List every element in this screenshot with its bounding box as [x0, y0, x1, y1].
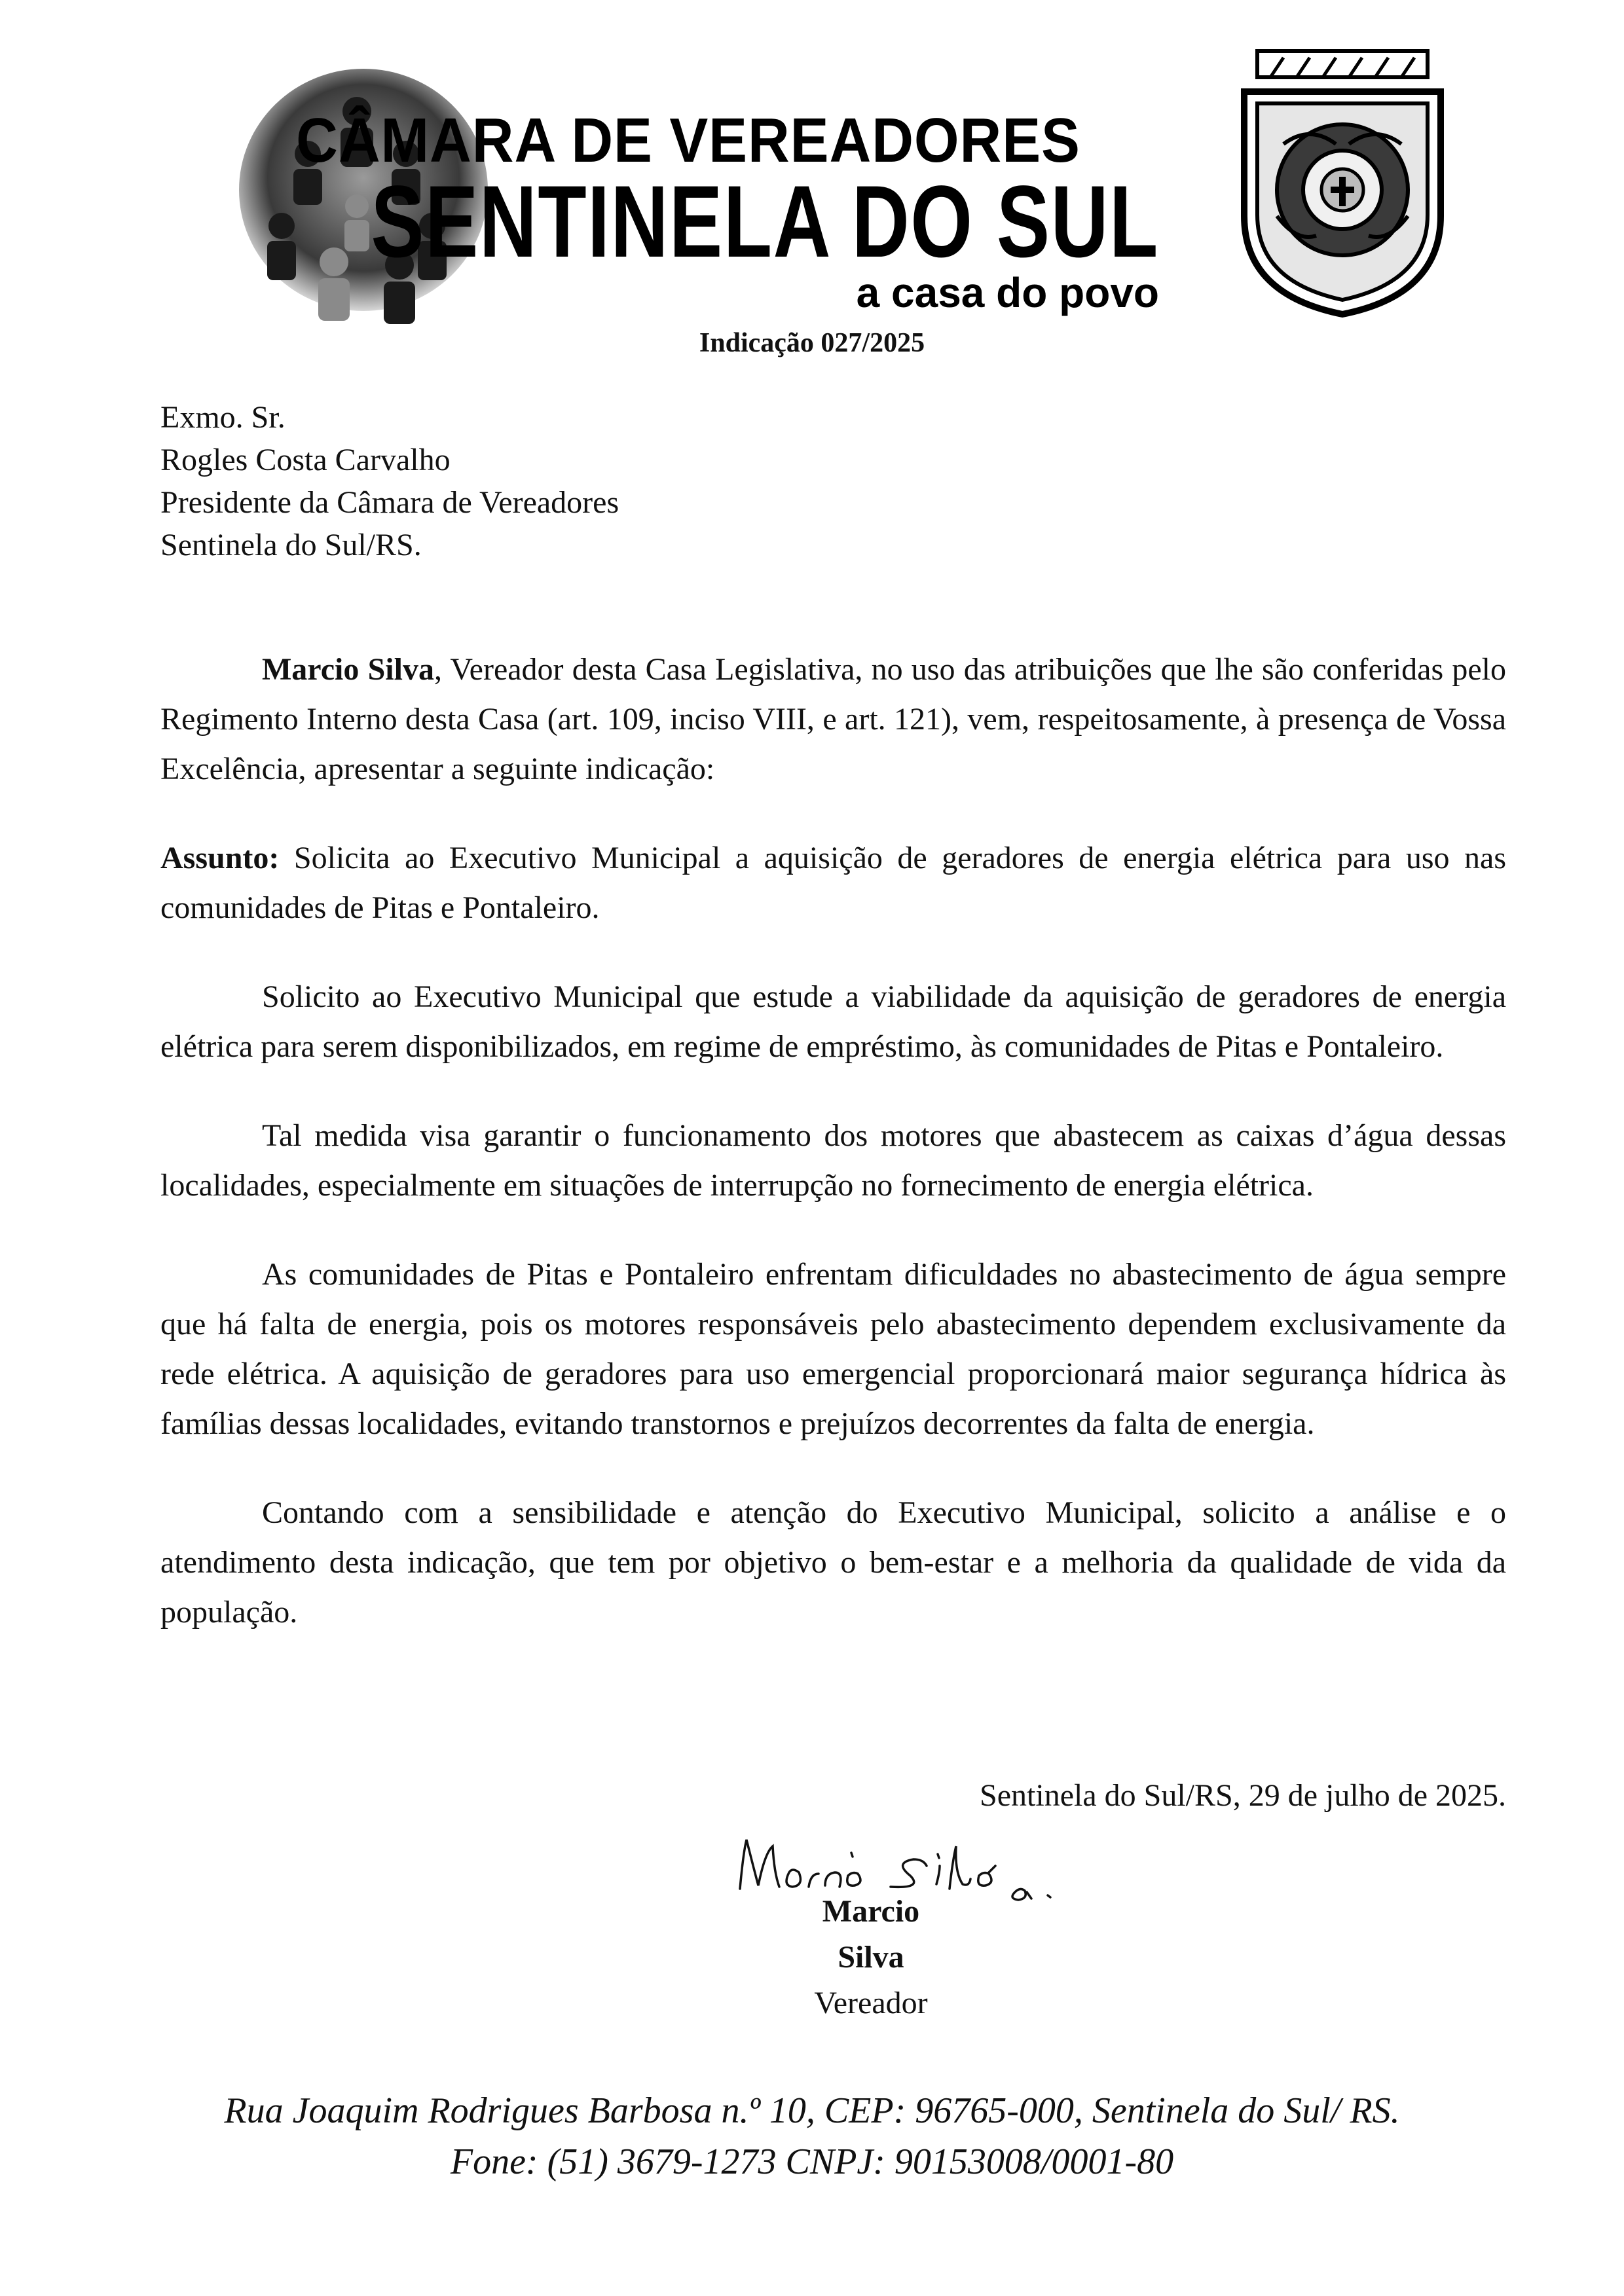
document-number: Indicação 027/2025 — [699, 328, 925, 358]
signer-title: Vereador — [814, 1986, 928, 2020]
addressee-salutation: Exmo. Sr. — [160, 400, 286, 435]
subject-text: Solicita ao Executivo Municipal a aquisição de geradores de energia elétrica para uso nas comunidades de Pitas e Pontaleiro. — [160, 841, 1506, 925]
signature-text: Marcio Silva. — [727, 1818, 784, 1829]
letter-body — [160, 645, 1506, 1677]
municipal-crest-icon — [1231, 46, 1454, 321]
intro-paragraph — [160, 645, 1506, 794]
addressee-name: Rogles Costa Carvalho — [160, 443, 451, 477]
letterhead — [223, 46, 1454, 321]
council-name: CÂMARA DE VEREADORES — [296, 105, 1080, 175]
addressee-location: Sentinela do Sul/RS. — [160, 528, 422, 562]
footer-phone-cnpj: Fone: (51) 3679-1273 CNPJ: 90153008/0001-80 — [450, 2141, 1174, 2182]
body-paragraph-1: Solicito ao Executivo Municipal que estude a viabilidade da aquisição de geradores de energia elétrica para serem disponibilizados, em regime de empréstimo, às comunidades de Pitas e Pontaleiro. — [160, 979, 1506, 1064]
signer-block — [786, 1889, 956, 2026]
municipality-name: SENTINELA DO SUL — [371, 165, 1159, 279]
footer-address: Rua Joaquim Rodrigues Barbosa n.º 10, CEP: 96765-000, Sentinela do Sul/ RS. — [224, 2090, 1400, 2131]
body-paragraph-2: Tal medida visa garantir o funcionamento dos motores que abastecem as caixas d’água dessas localidades, especialmente em situações de interrupção no fornecimento de energia elétrica. — [160, 1118, 1506, 1203]
addressee-block — [160, 396, 619, 566]
letterhead-title — [296, 72, 1159, 321]
signer-name: Marcio Silva — [822, 1894, 920, 1975]
subject-label: Assunto: — [160, 841, 280, 875]
author-name: Marcio Silva — [262, 652, 434, 687]
subject-paragraph — [160, 833, 1506, 933]
footer-contact — [0, 2085, 1624, 2187]
intro-text: , Vereador desta Casa Legislativa, no uso das atribuições que lhe são conferidas pelo Regimento Interno desta Casa (art. 109, inciso VIII, e art. 121), vem, respeitosamente, à presença de Vossa Excelência, apresentar a seguinte indicação: — [160, 652, 1507, 786]
body-paragraph-3: As comunidades de Pitas e Pontaleiro enfrentam dificuldades no abastecimento de água sempre que há falta de energia, pois os motores responsáveis pelo abastecimento dependem exclusivamente da rede elétrica. A aquisição de geradores para uso emergencial proporcionará maior segurança hídrica às famílias dessas localidades, evitando transtornos e prejuízos decorrentes da falta de energia. — [160, 1257, 1506, 1441]
body-paragraph-4: Contando com a sensibilidade e atenção do Executivo Municipal, solicito a análise e o atendimento desta indicação, que tem por objetivo o bem-estar e a melhoria da qualidade de vida da população. — [160, 1495, 1506, 1630]
date-line: Sentinela do Sul/RS, 29 de julho de 2025. — [980, 1778, 1506, 1813]
addressee-role: Presidente da Câmara de Vereadores — [160, 485, 619, 520]
tagline: a casa do povo — [856, 269, 1159, 316]
